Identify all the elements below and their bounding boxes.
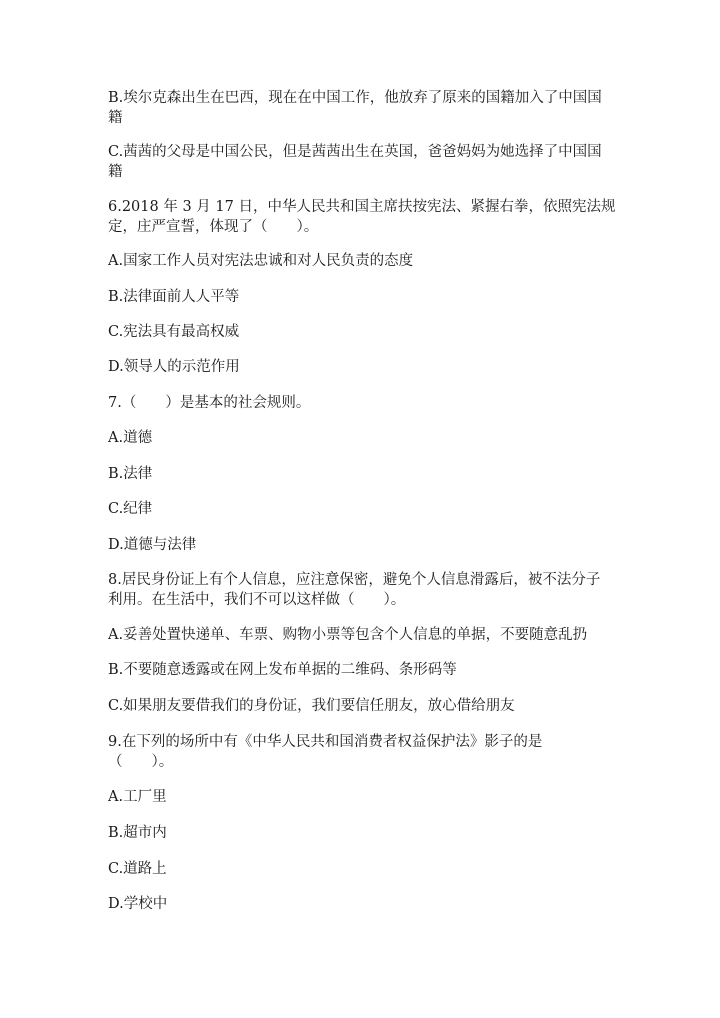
q9-option-c: C.道路上 bbox=[108, 861, 167, 877]
q5-option-c-line1: C.茜茜的父母是中国公民，但是茜茜出生在英国，爸爸妈妈为她选择了中国国 bbox=[108, 144, 602, 160]
q8-option-b: B.不要随意透露或在网上发布单据的二维码、条形码等 bbox=[108, 662, 457, 678]
q9-option-d: D.学校中 bbox=[108, 896, 168, 912]
q6-option-a: A.国家工作人员对宪法忠诚和对人民负责的态度 bbox=[108, 253, 414, 269]
q6-option-b: B.法律面前人人平等 bbox=[108, 289, 240, 305]
q9-stem-line2: （ ）。 bbox=[108, 754, 174, 770]
q8-stem-line2: 利用。在生活中，我们不可以这样做（ ）。 bbox=[108, 592, 406, 608]
q9-option-b: B.超市内 bbox=[108, 825, 167, 841]
q9-stem-line1: 9.在下列的场所中有《中华人民共和国消费者权益保护法》影子的是 bbox=[108, 734, 543, 750]
q5-option-b-line2: 籍 bbox=[108, 110, 123, 126]
q5-option-c-line2: 籍 bbox=[108, 164, 123, 180]
q8-stem-line1: 8.居民身份证上有个人信息，应注意保密，避免个人信息滑露后，被不法分子 bbox=[108, 572, 601, 588]
q8-option-a: A.妥善处置快递单、车票、购物小票等包含个人信息的单据，不要随意乱扔 bbox=[108, 627, 588, 643]
q5-option-b-line1: B.埃尔克森出生在巴西，现在在中国工作，他放弃了原来的国籍加入了中国国 bbox=[108, 90, 602, 106]
q7-option-a: A.道德 bbox=[108, 430, 153, 446]
q6-stem-line1: 6.2018 年 3 月 17 日，中华人民共和国主席扶按宪法、紧握右拳，依照宪法规 bbox=[108, 199, 616, 215]
q6-stem-line2: 定，庄严宣誓，体现了（ ）。 bbox=[108, 219, 319, 235]
q8-option-c: C.如果朋友要借我们的身份证，我们要信任朋友，放心借给朋友 bbox=[108, 698, 515, 714]
q7-option-d: D.道德与法律 bbox=[108, 537, 197, 553]
q7-stem: 7.（ ）是基本的社会规则。 bbox=[108, 395, 311, 411]
q7-option-c: C.纪律 bbox=[108, 501, 153, 517]
q6-option-d: D.领导人的示范作用 bbox=[108, 359, 240, 375]
q6-option-c: C.宪法具有最高权威 bbox=[108, 324, 240, 340]
q7-option-b: B.法律 bbox=[108, 466, 153, 482]
q9-option-a: A.工厂里 bbox=[108, 789, 167, 805]
